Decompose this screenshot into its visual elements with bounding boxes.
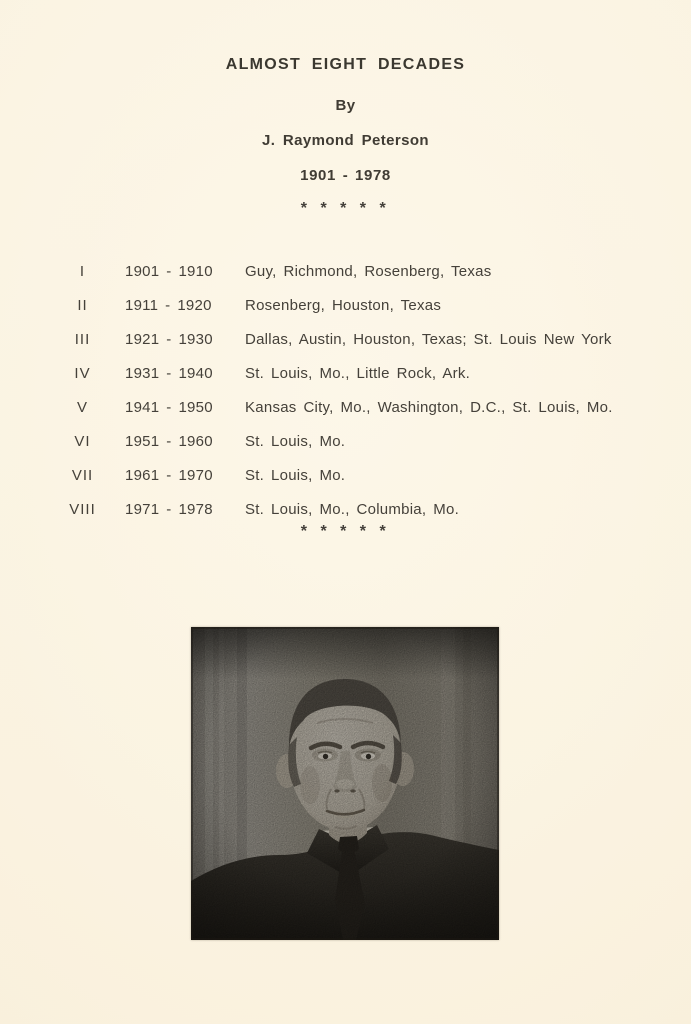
decade-numeral: VII — [71, 466, 94, 484]
decade-years: 1911 - 1920 — [125, 296, 212, 314]
decade-row — [0, 356, 691, 390]
decade-years: 1921 - 1930 — [125, 330, 213, 348]
decade-row — [0, 492, 691, 526]
decade-places: St. Louis, Mo., Columbia, Mo. — [245, 500, 459, 518]
decade-years: 1901 - 1910 — [125, 262, 213, 280]
decade-numeral: V — [76, 398, 88, 416]
portrait-photo — [191, 627, 499, 940]
decade-numeral: IV — [74, 364, 91, 382]
decade-places: Rosenberg, Houston, Texas — [245, 296, 442, 314]
decade-row — [0, 288, 691, 322]
separator-stars-top: * * * * * — [300, 200, 391, 217]
decade-places: St. Louis, Mo., Little Rock, Ark. — [245, 364, 470, 382]
decade-places: Dallas, Austin, Houston, Texas; St. Louis New York — [245, 330, 612, 348]
life-years: 1901 - 1978 — [300, 167, 391, 184]
decade-row — [0, 322, 691, 356]
decade-numeral: VIII — [69, 500, 96, 518]
decade-places: St. Louis, Mo. — [245, 432, 346, 450]
decade-numeral: II — [77, 296, 88, 314]
decade-years: 1941 - 1950 — [125, 398, 213, 416]
decade-places: Guy, Richmond, Rosenberg, Texas — [245, 262, 492, 280]
byline: By — [335, 97, 356, 114]
decade-places: Kansas City, Mo., Washington, D.C., St. Louis, Mo. — [245, 398, 613, 416]
author-name: J. Raymond Peterson — [262, 132, 429, 149]
decade-row — [0, 390, 691, 424]
page-title: ALMOST EIGHT DECADES — [225, 56, 466, 73]
decade-years: 1931 - 1940 — [125, 364, 213, 382]
decade-years: 1961 - 1970 — [125, 466, 213, 484]
portrait-photo-illustration — [191, 627, 499, 940]
decade-years: 1951 - 1960 — [125, 432, 213, 450]
separator-stars-bottom: * * * * * — [300, 523, 391, 540]
decade-row — [0, 424, 691, 458]
decade-places: St. Louis, Mo. — [245, 466, 346, 484]
decade-row — [0, 458, 691, 492]
decade-numeral: I — [79, 262, 86, 280]
decade-numeral: III — [74, 330, 91, 348]
decade-years: 1971 - 1978 — [125, 500, 213, 518]
decade-numeral: VI — [74, 432, 91, 450]
decade-row — [0, 254, 691, 288]
decades-list — [0, 254, 691, 526]
